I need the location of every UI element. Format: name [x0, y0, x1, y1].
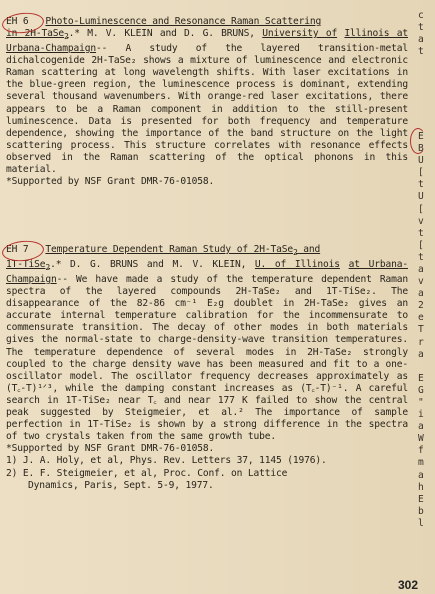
- adjacent-column-fragments: [418, 10, 435, 530]
- edge-fragment: 2: [418, 300, 424, 312]
- edge-fragment: e: [418, 312, 424, 324]
- edge-fragment: ": [418, 397, 424, 408]
- edge-fragment: [: [418, 203, 424, 215]
- abstract-code: EH 7: [6, 244, 29, 256]
- edge-fragment: a: [418, 288, 424, 300]
- page-number: 302: [398, 578, 419, 592]
- edge-fragment: [418, 83, 435, 95]
- edge-fragment: t: [418, 46, 424, 58]
- title-mark: .*: [50, 259, 62, 270]
- edge-fragment: c: [418, 10, 424, 21]
- abstract-body: -- A study of the layered transition-metal dichalcogenide 2H-TaSe₂ shows a mixture of luminescence and electronic Raman scattering at long wavelength shifts. With laser excitations in the blue-green region, the luminescence process is dominant, extending several thousand wavenumbers. With orange-red laser excitations, there appears to be a Raman component in addition to the still-present luminescence. Data is presented for both frequency and temperature dependence, showing the importance of the band structure on the light scattering process. This structure correlates with resonance effects observed in the Raman scattering of the optical phonons in this material.: [6, 43, 408, 176]
- abstract-authors: M. V. KLEIN and D. G. BRUNS,: [79, 28, 263, 40]
- abstract-affiliation-cont: at Urbana-Champaign: [6, 259, 408, 285]
- abstract-eh7: [6, 244, 408, 492]
- abstract-affiliation: University of: [262, 28, 338, 40]
- edge-fragment: a: [418, 34, 424, 46]
- edge-fragment: i: [418, 409, 424, 421]
- edge-fragment: a: [418, 469, 424, 481]
- edge-fragment: E: [418, 493, 424, 505]
- edge-fragment: m: [418, 457, 424, 469]
- reference-item: 1) J. A. Holy, et al, Phys. Rev. Letters 37, 1145 (1976).: [6, 455, 327, 467]
- edge-fragment: [418, 107, 435, 119]
- edge-fragment: E: [418, 130, 424, 142]
- edge-fragment: [: [418, 239, 424, 251]
- abstract-title: Photo-Luminescence and Resonance Raman Scattering: [45, 16, 322, 27]
- abstract-title-cont: in 2H-TaSe$_2$: [6, 28, 69, 41]
- abstract-body: -- We have made a study of the temperature dependent Raman spectra of the layered compounds 2H-TaSe₂ and 1T-TiSe₂. The disappearance of the 82-86 cm⁻¹ E₂g doublet in 2H-TaSe₂ gives an accurate internal temperature calibration for the incommensurate to commensurate transition. The decay of other modes in both materials gives the normal-state to charge-density-wave transition temperatures. The temperature dependence of several modes in 2H-TaSe₂ strongly coupled to the charge density wave has been measured and fit to a one-oscillator model. The oscillator frequency decreases approximately as (T꜀-T)¹ᐟ³, while the damping constant increases as (T꜀-T)⁻¹. A careful search in 1T-TiSe₂ near T꜀ and near 177 K failed to show the central peak suggested by Steigmeier, et al.² The importance of sample perfection in 1T-TiSe₂ is shown by a strong difference in the spectra of two crystals taken from the same growth tube.: [6, 274, 408, 443]
- edge-fragment: f: [418, 445, 424, 457]
- edge-fragment: v: [418, 215, 424, 227]
- edge-fragment: a: [418, 421, 424, 433]
- abstract-title-cont: 1T-TiSe$_2$: [6, 259, 51, 272]
- edge-fragment: v: [418, 276, 424, 288]
- edge-fragment: [418, 119, 435, 131]
- edge-fragment: [: [418, 167, 424, 179]
- abstract-title: Temperature Dependent Raman Study of 2H-TaSe$_2$ and: [45, 244, 321, 257]
- edge-fragment: a: [418, 263, 424, 275]
- reference-list: [6, 455, 408, 491]
- abstract-eh6: [6, 16, 408, 188]
- abstract-affiliation: U. of Illinois: [254, 259, 340, 270]
- edge-fragment: t: [418, 22, 424, 34]
- edge-fragment: [418, 70, 435, 82]
- abstract-code: EH 6: [6, 16, 29, 28]
- edge-fragment: a: [418, 348, 424, 360]
- edge-fragment: l: [418, 517, 424, 529]
- title-mark: .*: [68, 28, 80, 40]
- edge-fragment: r: [418, 336, 424, 348]
- edge-fragment: [418, 95, 435, 107]
- edge-fragment: [418, 361, 435, 373]
- reference-item-cont: Dynamics, Paris, Sept. 5-9, 1977.: [28, 479, 214, 491]
- edge-fragment: W: [418, 433, 424, 445]
- edge-fragment: t: [418, 179, 424, 191]
- edge-fragment: h: [418, 481, 424, 493]
- edge-fragment: t: [418, 251, 424, 263]
- edge-fragment: G: [418, 384, 424, 396]
- edge-fragment: U: [418, 191, 424, 203]
- edge-fragment: B: [418, 143, 424, 155]
- support-note: *Supported by NSF Grant DMR-76-01058.: [6, 443, 215, 455]
- edge-fragment: U: [418, 155, 424, 167]
- edge-fragment: t: [418, 227, 424, 239]
- abstract-authors: D. G. BRUNS and M. V. KLEIN,: [61, 259, 255, 270]
- reference-item: 2) E. F. Steigmeier, et al, Proc. Conf. on Lattice: [6, 467, 288, 479]
- abstract-affiliation-cont: Illinois at Urbana-Champaign: [6, 28, 409, 55]
- edge-fragment: T: [418, 324, 424, 336]
- edge-fragment: [418, 58, 435, 70]
- edge-fragment: b: [418, 505, 424, 517]
- edge-fragment: E: [418, 372, 424, 384]
- support-note: *Supported by NSF Grant DMR-76-01058.: [6, 176, 215, 188]
